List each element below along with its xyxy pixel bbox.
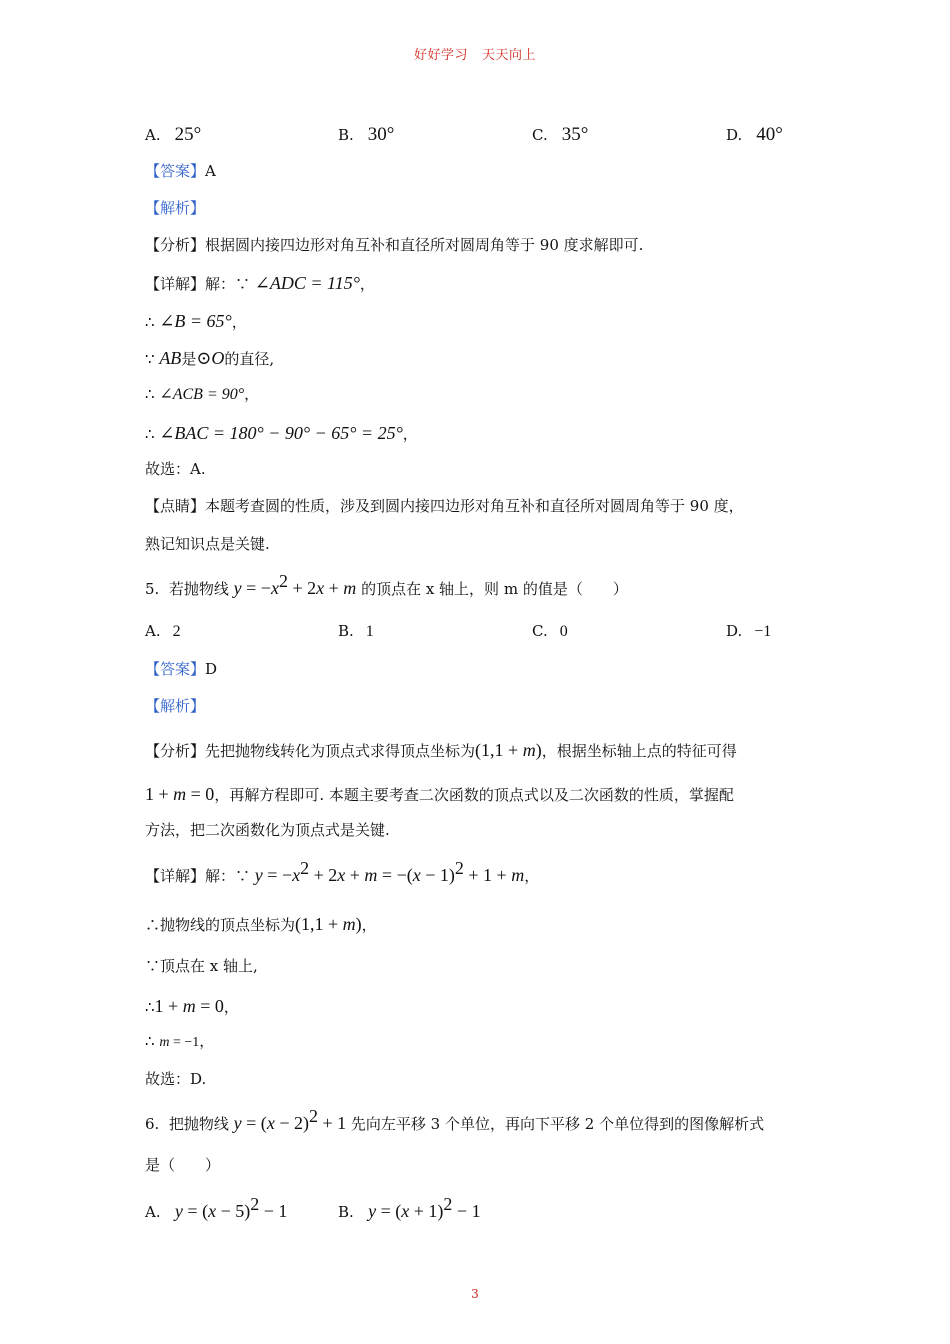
q5-detail: 【详解】解：∵ $y = -x^2 + 2x + m = -(x - 1)^2 + 1 + m$， — [145, 858, 540, 885]
q5-on-axis: ∵顶点在 x 轴上, — [145, 957, 258, 975]
q6-option-b: B. $y = (x + 1)^2 - 1$ — [338, 1194, 481, 1221]
q4-step4: ∴ ∠ACB = 90°， — [145, 385, 260, 403]
q4-step5: ∴ ∠BAC = 180° − 90° − 65° = 25°， — [145, 423, 418, 443]
q5-answer: 【答案】D — [145, 660, 218, 678]
q5-stem: 5. 若抛物线 $y = -x^2 + 2x + m$ 的顶点在 x 轴上，则 m 的值是（ ） — [145, 571, 628, 598]
q4-option-d: D. 40° — [726, 124, 783, 145]
q4-dianjing-2: 熟记知识点是关键. — [145, 535, 270, 553]
q5-choose: 故选：D. — [145, 1070, 207, 1088]
q5-option-d: D. −1 — [726, 622, 772, 640]
page-number: 3 — [471, 1287, 479, 1301]
page-header — [0, 44, 950, 63]
q5-vertex: ∴抛物线的顶点坐标为(1,1 + m)， — [145, 914, 377, 934]
q4-dianjing: 【点睛】本题考查圆的性质，涉及到圆内接四边形对角互补和直径所对圆周角等于 90 度， — [145, 497, 744, 515]
q4-detail: 【详解】解：∵ ∠ADC = 115°， — [145, 273, 375, 293]
q5-fenxi-2: 1 + m = 0，再解方程即可. 本题主要考查二次函数的顶点式以及二次函数的性质，掌握配 — [145, 784, 734, 804]
q4-analysis-tag: 【解析】 — [145, 199, 206, 217]
q5-option-b: B. 1 — [338, 622, 374, 640]
q5-equation: ∴1 + m = 0， — [145, 996, 239, 1016]
q4-option-b: B. 30° — [338, 124, 395, 145]
q6-option-a: A. $y = (x - 5)^2 - 1$ — [145, 1194, 288, 1221]
q5-fenxi-1: 【分析】先把抛物线转化为顶点式求得顶点坐标为(1,1 + m)，根据坐标轴上点的特征可得 — [145, 740, 737, 760]
q6-stem: 6. 把抛物线 $y = (x - 2)^2 + 1$ 先向左平移 3 个单位，再向下平移 2 个单位得到的图像解析式 — [145, 1106, 765, 1133]
q4-fenxi: 【分析】根据圆内接四边形对角互补和直径所对圆周角等于 90 度求解即可. — [145, 236, 644, 254]
q5-fenxi-3: 方法，把二次函数化为顶点式是关键. — [145, 821, 390, 839]
q4-step3: ∵ AB是⊙O的直径, — [145, 348, 275, 368]
q5-solution: ∴ m = −1， — [145, 1032, 215, 1050]
q4-step2: ∴ ∠B = 65°， — [145, 311, 247, 331]
q5-option-c: C. 0 — [532, 622, 568, 640]
q4-option-a: A. 25° — [145, 124, 202, 145]
q5-analysis-tag: 【解析】 — [145, 697, 206, 715]
q4-answer: 【答案】A — [145, 162, 216, 180]
q5-option-a: A. 2 — [145, 622, 181, 640]
q6-stem-2: 是（ ） — [145, 1156, 221, 1174]
q4-option-c: C. 35° — [532, 124, 589, 145]
header-left: 好好学习 — [413, 48, 468, 63]
header-right: 天天向上 — [482, 48, 537, 63]
q4-choose: 故选：A. — [145, 460, 206, 478]
